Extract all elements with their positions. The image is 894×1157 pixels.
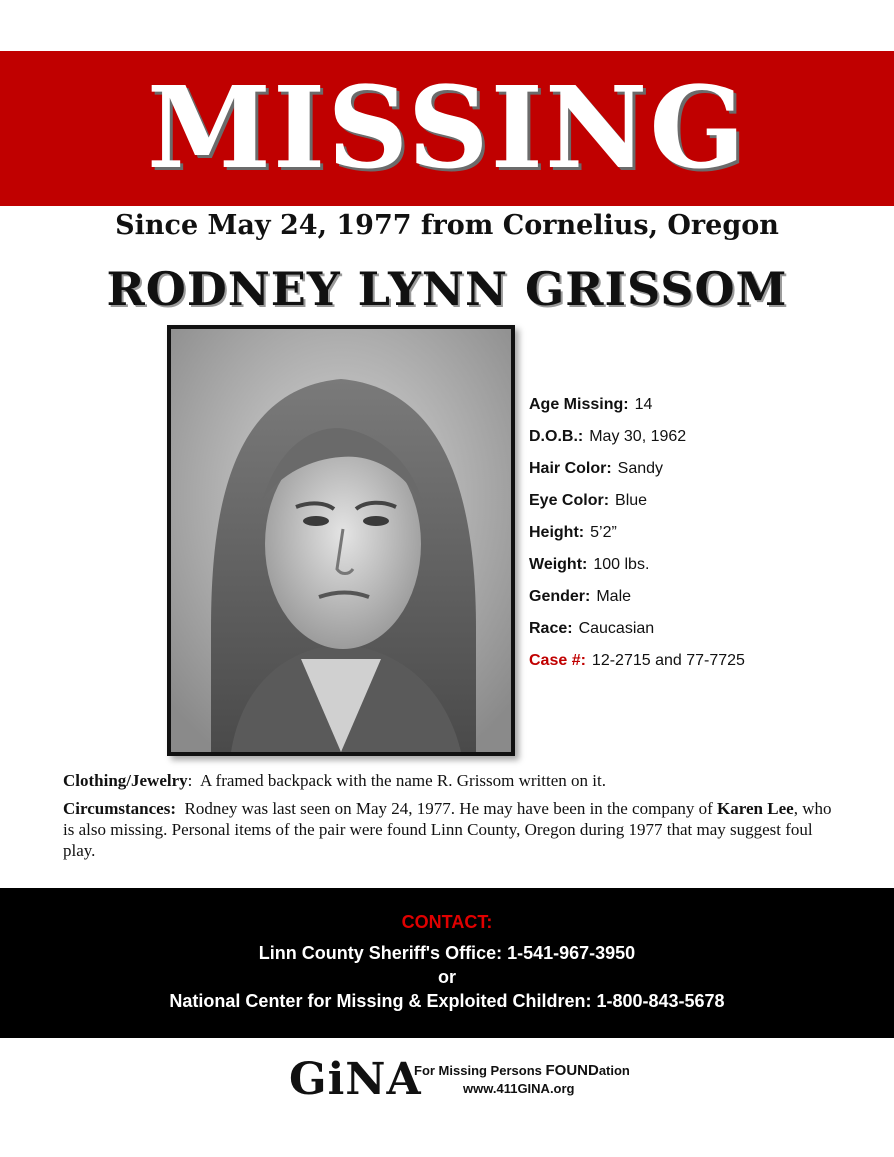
detail-race: [529, 620, 869, 652]
tagline-prefix: For Missing Persons: [414, 1063, 546, 1078]
detail-label: Hair Color:: [529, 460, 612, 477]
detail-height: [529, 524, 869, 556]
footer: [0, 1052, 894, 1112]
description-section: [63, 770, 833, 868]
person-photo: [167, 325, 515, 756]
detail-label: Eye Color:: [529, 492, 610, 509]
detail-label: Race:: [529, 620, 573, 637]
gina-tagline: [414, 1062, 630, 1079]
circumstances-text-after: , who is also missing. Personal items of the pair were found Linn County, Oregon during 1977 that may suggest foul play.: [63, 799, 832, 860]
missing-banner: [0, 51, 894, 206]
detail-label: Height:: [529, 524, 585, 541]
circumstances-companion-name: Karen Lee: [717, 799, 794, 818]
detail-age-missing: [529, 396, 869, 428]
person-name: RODNEY LYNN GRISSOM: [106, 262, 788, 316]
detail-label: D.O.B.:: [529, 428, 584, 445]
tagline-suffix: ation: [598, 1063, 630, 1078]
detail-label: Age Missing:: [529, 396, 629, 413]
gina-logo: GiNA: [289, 1054, 422, 1105]
contact-heading: CONTACT:: [401, 912, 493, 932]
detail-value: 5’2”: [590, 524, 617, 541]
contact-ncmec: National Center for Missing & Exploited Children: 1-800-843-5678: [169, 991, 725, 1011]
missing-title: MISSING: [146, 63, 748, 194]
detail-value: Male: [596, 588, 632, 605]
missing-since-line: Since May 24, 1977 from Cornelius, Oregon: [115, 210, 779, 241]
clothing-paragraph: Clothing/Jewelry: A framed backpack with the name R. Grissom written on it.: [63, 771, 606, 790]
detail-hair-color: [529, 460, 869, 492]
detail-value: Caucasian: [578, 620, 655, 637]
clothing-text: A framed backpack with the name R. Grissom written on it.: [199, 771, 606, 790]
detail-eye-color: [529, 492, 869, 524]
detail-value: 12-2715 and 77-7725: [591, 652, 745, 669]
detail-gender: [529, 588, 869, 620]
detail-label: Weight:: [529, 556, 588, 573]
detail-weight: [529, 556, 869, 588]
circumstances-label: Circumstances:: [63, 799, 176, 818]
detail-label: Gender:: [529, 588, 591, 605]
details-list: [529, 396, 869, 684]
tagline-bold: FOUND: [545, 1062, 599, 1079]
detail-value: Blue: [615, 492, 648, 509]
contact-panel: [0, 888, 894, 1038]
detail-label: Case #:: [529, 652, 586, 669]
clothing-label: Clothing/Jewelry: [63, 771, 188, 790]
contact-sheriff: Linn County Sheriff's Office: 1-541-967-3950: [258, 943, 636, 963]
detail-value: 100 lbs.: [593, 556, 650, 573]
detail-dob: [529, 428, 869, 460]
detail-value: Sandy: [617, 460, 664, 477]
gina-website: www.411GINA.org: [463, 1081, 575, 1096]
detail-value: 14: [634, 396, 653, 413]
detail-value: May 30, 1962: [589, 428, 687, 445]
detail-case-number: [529, 652, 869, 684]
circumstances-text-before: Rodney was last seen on May 24, 1977. He may have been in the company of: [184, 799, 718, 818]
circumstances-paragraph: [63, 798, 833, 861]
contact-or: or: [438, 967, 456, 987]
